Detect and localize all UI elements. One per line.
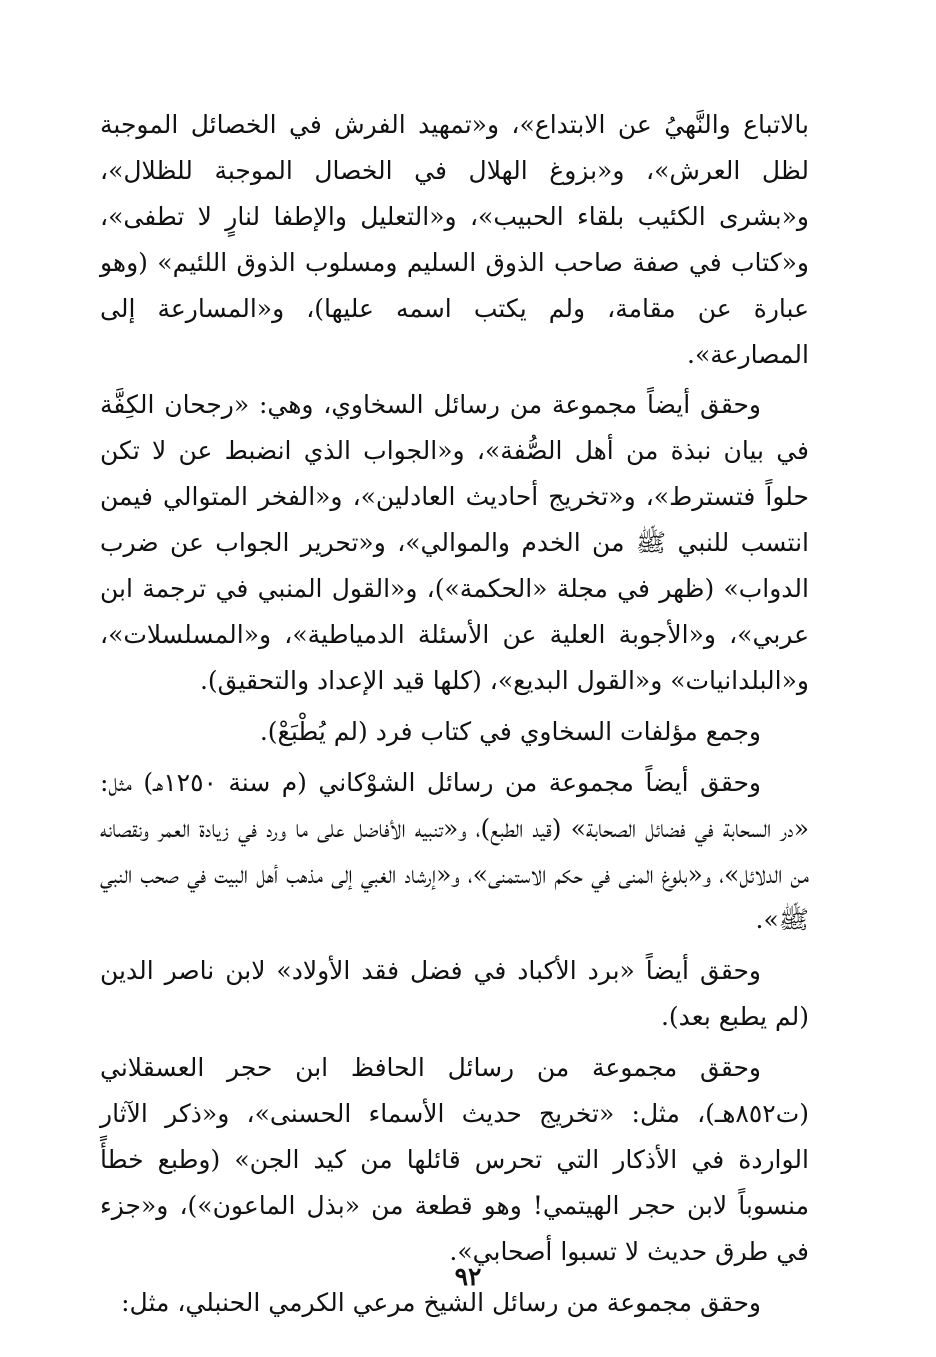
- paragraph-5: وحقق أيضاً «برد الأكباد في فضل فقد الأولاد» لابن ناصر الدين (لم يطبع بعد).: [100, 956, 809, 1032]
- paragraph-1: بالاتباع والنَّهيُ عن الابتداع»، و«تمهيد الفرش في الخصائل الموجبة لظل العرش»، و«بزوغ الهلال في الخصال الموجبة للظلال»، و«بشرى الكئيب بلقاء الحبيب»، و«التعليل والإطفا لنارٍ لا تطفى»، و«كتاب في صفة صاحب الذوق السليم ومسلوب الذوق اللئيم» (وهو عبارة عن مقامة، ولم يكتب اسمه عليها)، و«المسارعة إلى المصارعة».: [100, 110, 809, 369]
- paragraph-7: وحقق مجموعة من رسائل الشيخ مرعي الكرمي الحنبلي، مثل:: [121, 1287, 761, 1317]
- paragraph-2: وحقق أيضاً مجموعة من رسائل السخاوي، وهي: «رجحان الكِفَّة في بيان نبذة من أهل الصُّفة»، و«الجواب الذي انضبط عن لا تكن حلواً فتسترط»، و«تخريج أحاديث العادلين»، و«الفخر المتوالي فيمن انتسب للنبي ﷺ من الخدم والموالي»، و«تحرير الجواب عن ضرب الدواب» (ظهر في مجلة «الحكمة»)، و«القول المنبي في ترجمة ابن عربي»، و«الأجوبة العلية عن الأسئلة الدمياطية»، و«المسلسلات»، و«البلدانيات» و«القول البديع»، (كلها قيد الإعداد والتحقيق).: [100, 390, 809, 695]
- page-number: ٩٢: [454, 1262, 482, 1291]
- paragraph-4: وحقق أيضاً مجموعة من رسائل الشوْكاني (م سنة ١٢٥٠هـ) مثل: «در السحابة في فضائل الصحابة» (قيد الطبع)، و«تنبيه الأفاضل على ما ورد في زيادة العمر ونقصانه من الدلائل»، و«بلوغ المنى في حكم الاستمنى»، و«إرشاد الغبي إلى مذهب أهل البيت في صحب النبي ﷺ».: [100, 767, 809, 935]
- paragraph-6: وحقق مجموعة من رسائل الحافظ ابن حجر العسقلاني (ت٨٥٢هـ)، مثل: «تخريج حديث الأسماء الحسنى»، و«ذكر الآثار الواردة في الأذكار التي تحرس قائلها من كيد الجن» (وطبع خطأً منسوباً لابن حجر الهيتمي! وهو قطعة من «بذل الماعون»)، و«جزء في طرق حديث لا تسبوا أصحابي».: [100, 1053, 809, 1266]
- paragraph-3: وجمع مؤلفات السخاوي في كتاب فرد (لم يُطْبَعْ).: [259, 716, 761, 746]
- scan-speck: [686, 1318, 688, 1320]
- body-text: [100, 102, 809, 1331]
